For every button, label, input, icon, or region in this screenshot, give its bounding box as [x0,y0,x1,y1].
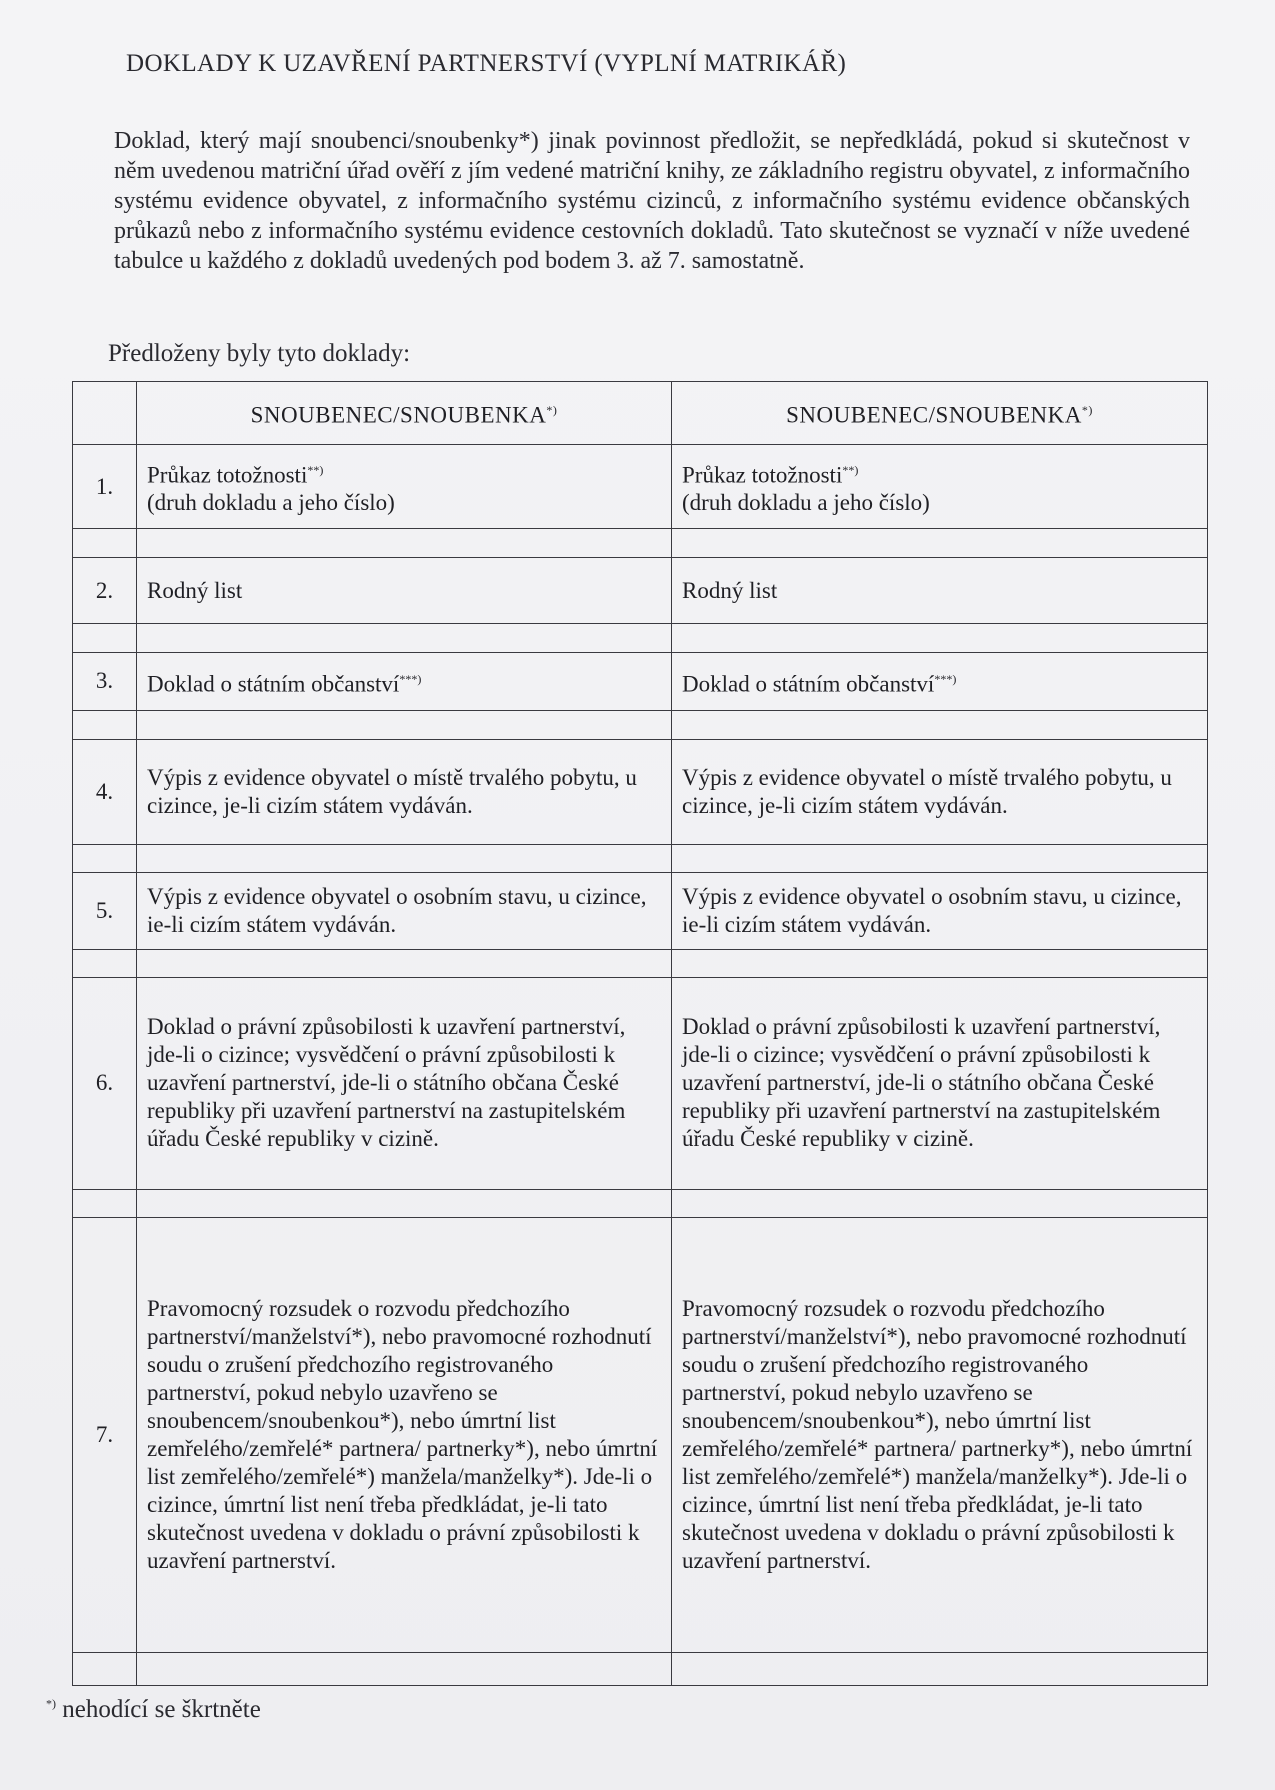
row-number: 7. [73,1218,137,1652]
document-cell-a: Výpis z evidence obyvatel o místě trvalého pobytu, u cizince, je-li cizím státem vydáván. [137,739,672,844]
document-label: Průkaz totožnosti [682,462,843,488]
entry-number-cell [73,844,137,872]
column-header-b [672,382,1208,445]
footnote-mark: ***) [934,671,957,686]
entry-cell-b[interactable] [672,1190,1208,1218]
table-row [73,977,1208,1189]
number-header-cell [73,382,137,445]
intro-paragraph: Doklad, který mají snoubenci/snoubenky*) jinak povinnost předložit, se nepředkládá, pokud si skutečnost v něm uvedenou matriční úřad ověří z jím vedené matriční knihy, ze základního registru obyvatel, z informačního systému evidence obyvatel, z informačního systému cizinců, z informačního systému evidence občanských průkazů nebo z informačního systému evidence cestovních dokladů. Tato skutečnost se vyznačí v níže uvedené tabulce u každého z dokladů uvedených pod bodem 3. až 7. samostatně. [114,128,1190,274]
document-cell-a: Doklad o právní způsobilosti k uzavření partnerství, jde-li o cizince; vysvědčení o právní způsobilosti k uzavření partnerství, jde-li o státního občana České republiky při uzavření partnerství na zastupitelském úřadu České republiky v cizině. [137,977,672,1189]
document-sublabel: (druh dokladu a jeho číslo) [147,490,395,516]
document-cell-b: Doklad o právní způsobilosti k uzavření partnerství, jde-li o cizince; vysvědčení o právní způsobilosti k uzavření partnerství, jde-li o státního občana České republiky při uzavření partnerství na zastupitelském úřadu České republiky v cizině. [672,977,1208,1189]
entry-cell-a[interactable] [137,1652,672,1685]
entry-number-cell [73,711,137,739]
column-header-a [137,382,672,445]
documents-table [72,381,1208,1686]
entry-cell-a[interactable] [137,711,672,739]
table-row [73,739,1208,844]
document-cell-b: Pravomocný rozsudek o rozvodu předchozího partnerství/manželství*), nebo pravomocné rozhodnutí soudu o zrušení předchozího registrovaného partnerství, pokud nebylo uzavřeno se snoubencem/snoubenkou*), nebo úmrtní list zemřelého/zemřelé* partnera/ partnerky*), nebo úmrtní list zemřelého/zemřelé*) manžela/manželky*). Jde-li o cizince, úmrtní list není třeba předkládat, je-li tato skutečnost uvedena v dokladu o právní způsobilosti k uzavření partnerství. [672,1218,1208,1652]
document-cell-b [672,652,1208,711]
entry-cell-b[interactable] [672,711,1208,739]
document-cell-a: Výpis z evidence obyvatel o osobním stavu, u cizince, ie-li cizím státem vydáván. [137,872,672,949]
entry-number-cell [73,1190,137,1218]
row-number: 2. [73,557,137,624]
entry-cell-a[interactable] [137,1190,672,1218]
footnote-mark: ***) [399,671,422,686]
document-heading: DOKLADY K UZAVŘENÍ PARTNERSTVÍ (VYPLNÍ MATRIKÁŘ) [126,50,847,77]
entry-row [73,949,1208,977]
document-cell-b [672,444,1208,529]
footnote [46,1696,261,1724]
entry-cell-b[interactable] [672,529,1208,557]
entry-row [73,711,1208,739]
document-cell-b: Výpis z evidence obyvatel o osobním stavu, u cizince, ie-li cizím státem vydáván. [672,872,1208,949]
entry-cell-a[interactable] [137,624,672,652]
entry-cell-a[interactable] [137,844,672,872]
table-row [73,557,1208,624]
entry-cell-b[interactable] [672,844,1208,872]
document-cell-a [137,444,672,529]
entry-number-cell [73,1652,137,1685]
document-cell-a [137,652,672,711]
row-number: 1. [73,444,137,529]
entry-row [73,624,1208,652]
entry-row [73,1652,1208,1685]
row-number: 4. [73,739,137,844]
table-row [73,1218,1208,1652]
entry-cell-b[interactable] [672,624,1208,652]
row-number: 5. [73,872,137,949]
column-header-b-mark: *) [1081,402,1093,417]
document-cell-b: Rodný list [672,557,1208,624]
document-label: Doklad o státním občanství [147,671,400,697]
entry-number-cell [73,529,137,557]
document-cell-a: Rodný list [137,557,672,624]
document-label: Průkaz totožnosti [147,462,308,488]
document-label: Doklad o státním občanství [682,671,935,697]
entry-row [73,529,1208,557]
entry-cell-a[interactable] [137,949,672,977]
column-header-b-text: SNOUBENEC/SNOUBENKA [786,402,1082,428]
footnote-mark: **) [842,462,859,477]
column-header-a-mark: *) [546,402,558,417]
row-number: 6. [73,977,137,1189]
footnote-symbol: *) [46,1696,56,1711]
table-row [73,652,1208,711]
entry-cell-a[interactable] [137,529,672,557]
entry-number-cell [73,949,137,977]
column-header-a-text: SNOUBENEC/SNOUBENKA [250,402,547,428]
document-sublabel: (druh dokladu a jeho číslo) [682,490,930,516]
document-cell-a: Pravomocný rozsudek o rozvodu předchozího partnerství/manželství*), nebo pravomocné rozhodnutí soudu o zrušení předchozího registrovaného partnerství, pokud nebylo uzavřeno se snoubencem/snoubenkou*), nebo úmrtní list zemřelého/zemřelé* partnera/ partnerky*), nebo úmrtní list zemřelého/zemřelé*) manžela/manželky*). Jde-li o cizince, úmrtní list není třeba předkládat, je-li tato skutečnost uvedena v dokladu o právní způsobilosti k uzavření partnerství. [137,1218,672,1652]
entry-cell-b[interactable] [672,1652,1208,1685]
row-number: 3. [73,652,137,711]
table-row [73,444,1208,529]
entry-cell-b[interactable] [672,949,1208,977]
table-header-row [73,382,1208,445]
presented-documents-label: Předloženy byly tyto doklady: [108,340,411,367]
entry-row [73,844,1208,872]
footnote-text: nehodící se škrtněte [62,1696,261,1723]
entry-row [73,1190,1208,1218]
entry-number-cell [73,624,137,652]
footnote-mark: **) [307,462,324,477]
document-cell-b: Výpis z evidence obyvatel o místě trvalého pobytu, u cizince, je-li cizím státem vydáván. [672,739,1208,844]
table-row [73,872,1208,949]
